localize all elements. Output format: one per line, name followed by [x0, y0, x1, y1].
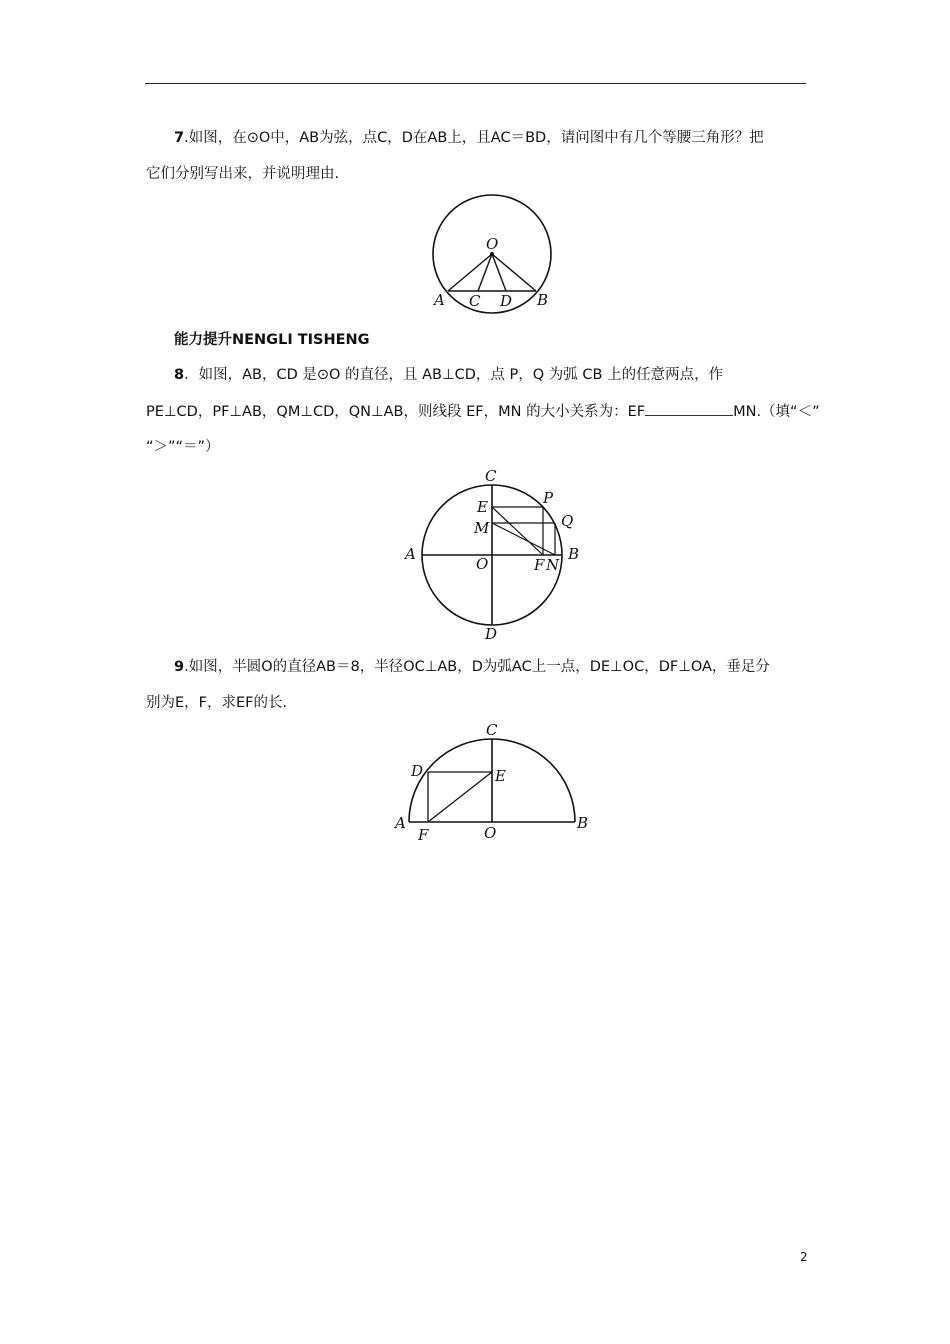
- q8-number: 8: [174, 367, 185, 383]
- q7-number: 7: [174, 130, 185, 146]
- fig8-label-f: F: [534, 556, 545, 574]
- page-number: 2: [800, 1250, 808, 1264]
- fig9-label-a: A: [395, 814, 406, 832]
- fig9-label-b: B: [577, 814, 589, 832]
- fig8-label-b: B: [568, 545, 580, 563]
- fig8-label-e: E: [477, 498, 488, 516]
- fig9-label-e: E: [495, 767, 506, 785]
- fig9-label-o: O: [484, 824, 497, 842]
- fig8-label-n: N: [546, 556, 560, 574]
- fig8-label-d: D: [485, 625, 498, 643]
- fig7-label-c: C: [469, 292, 481, 310]
- q7-line2: 它们分别写出来，并说明理由.: [146, 166, 340, 182]
- q7-text-1: .如图，在⊙O中，AB为弦，点C，D在AB上，且AC＝BD，请问图中有几个等腰三角形？把: [184, 130, 764, 146]
- q8-text-2b: MN.（填“＜”: [733, 404, 820, 420]
- q8-line3: “＞”“＝”）: [146, 439, 220, 455]
- q9-text-1: .如图，半圆O的直径AB＝8，半径OC⊥AB，D为弧AC上一点，DE⊥OC，DF⊥OA，垂足分: [184, 659, 770, 675]
- fig9-segment-ef: [428, 772, 492, 822]
- fig8-label-o: O: [476, 555, 489, 573]
- q8-text-1: ．如图，AB，CD 是⊙O 的直径，且 AB⊥CD，点 P，Q 为弧 CB 上的任意两点，作: [184, 367, 724, 383]
- fig9-label-d: D: [411, 762, 424, 780]
- q9-line2: 别为E，F，求EF的长.: [146, 695, 288, 711]
- q9-number: 9: [174, 659, 185, 675]
- fig7-label-b: B: [537, 291, 549, 309]
- fig8-label-a: A: [405, 545, 416, 563]
- fig7-label-o: O: [486, 235, 499, 253]
- fig9-label-c: C: [486, 721, 498, 739]
- fig8-label-q: Q: [561, 512, 574, 530]
- fig8-label-m: M: [474, 519, 490, 537]
- fig7-label-d: D: [500, 292, 513, 310]
- fig7-label-a: A: [434, 291, 445, 309]
- fig8-label-c: C: [485, 467, 497, 485]
- q8-text-2a: PE⊥CD，PF⊥AB，QM⊥CD，QN⊥AB，则线段 EF，MN 的大小关系为：EF: [146, 404, 646, 420]
- fig8-label-p: P: [543, 489, 554, 507]
- fig9-label-f: F: [418, 826, 429, 844]
- section-heading: 能力提升NENGLI TISHENG: [174, 332, 370, 348]
